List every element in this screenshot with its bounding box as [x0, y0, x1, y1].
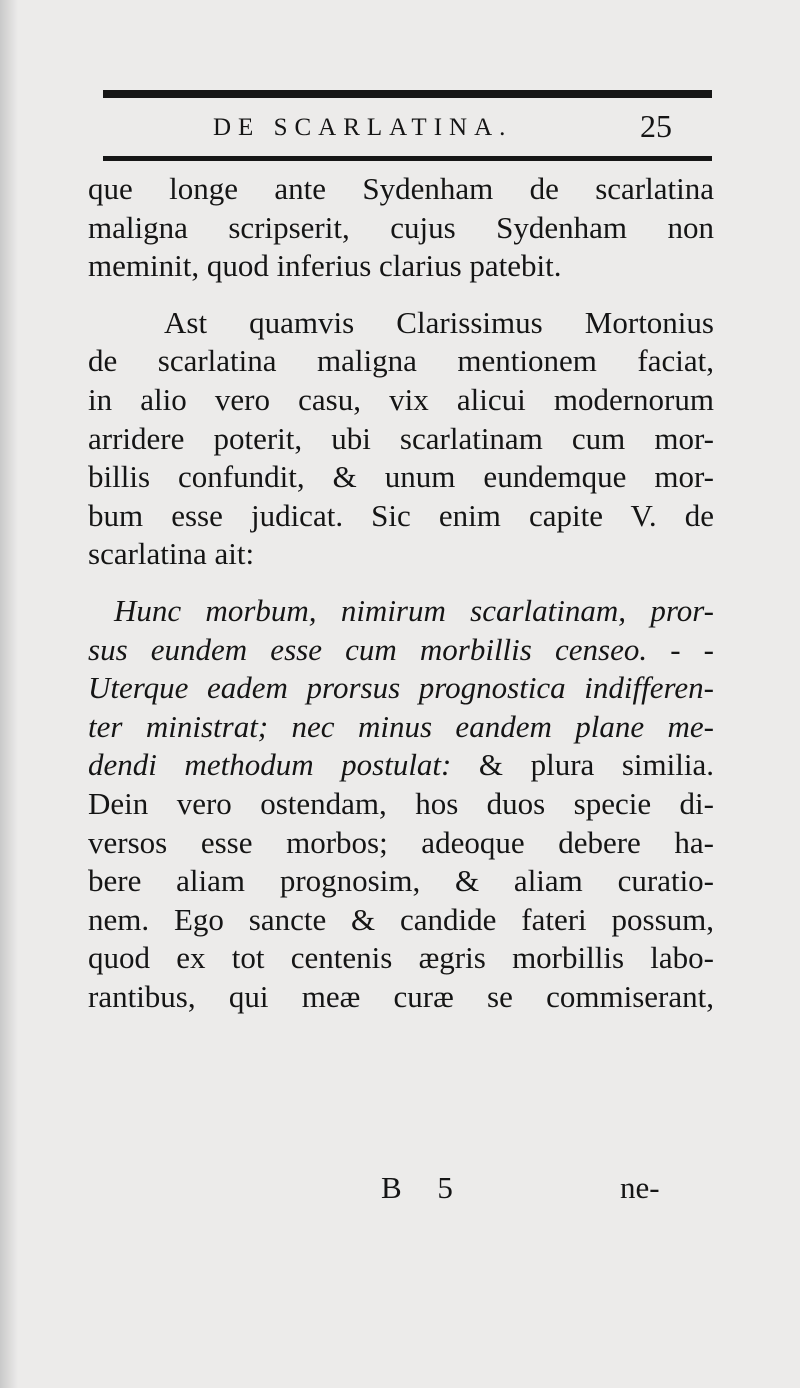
text-line: Hunc morbum, nimirum scarlatinam, pror-: [114, 592, 714, 628]
text-line: rantibus, qui meæ curæ se commiserant,: [88, 978, 714, 1014]
text-line: [88, 746, 714, 785]
running-title: DE SCARLATINA.: [213, 114, 513, 141]
text-line: Dein vero ostendam, hos duos specie di-: [88, 785, 714, 821]
text-line: sus eundem esse cum morbillis censeo. - -: [88, 631, 714, 667]
text-line: maligna scripserit, cujus Sydenham non: [88, 209, 714, 245]
text-line: de scarlatina maligna mentionem faciat,: [88, 343, 714, 379]
signature-mark: B 5: [381, 1170, 467, 1205]
text-line: ter ministrat; nec minus eandem plane me-: [88, 708, 714, 744]
text-line: billis confundit, & unum eundemque mor-: [88, 459, 714, 495]
text-line: in alio vero casu, vix alicui modernorum: [88, 381, 714, 417]
paragraph-gap: [88, 574, 714, 592]
catchword: ne-: [620, 1170, 660, 1205]
header-rule-top: [103, 90, 712, 98]
text-line: bere aliam prognosim, & aliam curatio-: [88, 863, 714, 899]
paragraph-gap: [88, 286, 714, 304]
text-line: versos esse morbos; adeoque debere ha-: [88, 824, 714, 860]
spine-shadow: [0, 0, 18, 1388]
page-number: 25: [640, 108, 672, 144]
text-line: meminit, quod inferius clarius patebit.: [88, 248, 562, 284]
roman-segment: & plura similia.: [451, 747, 714, 783]
text-line: que longe ante Sydenham de scarlatina: [88, 171, 714, 206]
header-rule-bottom: [103, 156, 712, 161]
text-line: nem. Ego sancte & candide fateri possum,: [88, 901, 714, 937]
text-line: Ast quamvis Clarissimus Mortonius: [164, 304, 714, 340]
text-line: arridere poterit, ubi scarlatinam cum mor-: [88, 420, 714, 456]
body-text: [88, 170, 714, 1016]
text-line: bum esse judicat. Sic enim capite V. de: [88, 497, 714, 533]
italic-segment: dendi methodum postulat:: [88, 747, 452, 783]
text-line: Uterque eadem prorsus prognostica indifferen-: [88, 670, 714, 706]
text-line: quod ex tot centenis ægris morbillis labo-: [88, 940, 714, 976]
text-line: scarlatina ait:: [88, 536, 255, 572]
